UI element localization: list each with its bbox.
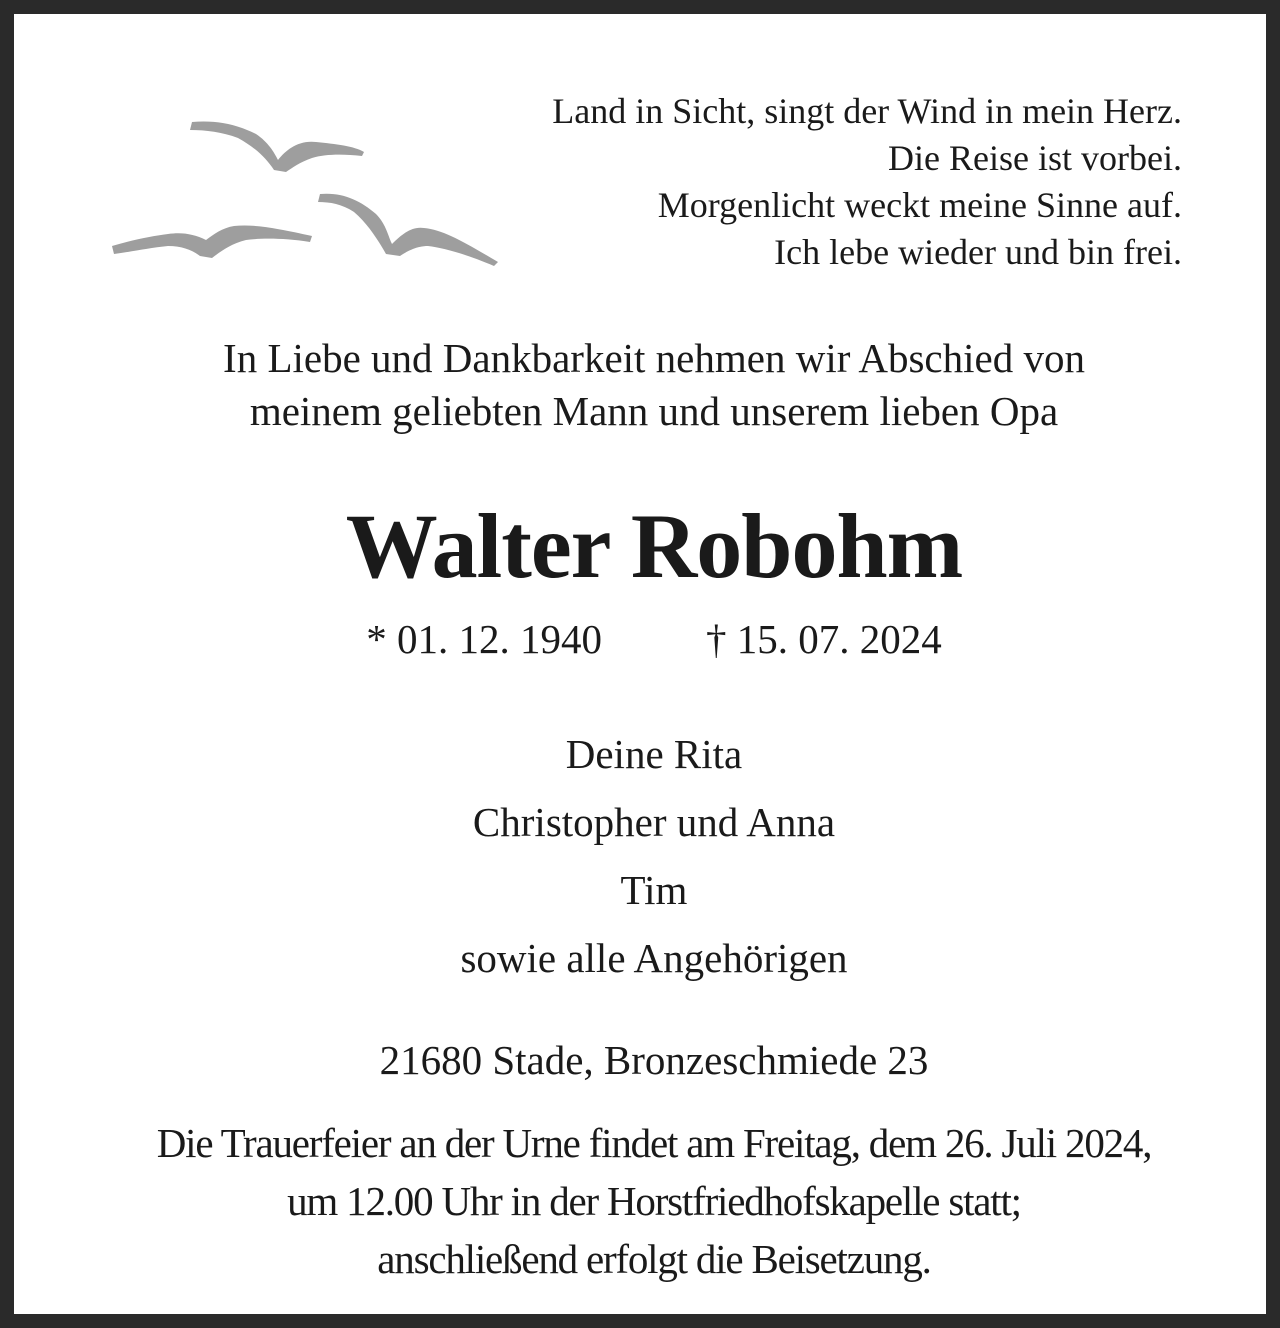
mourners-list bbox=[14, 720, 1280, 992]
service-line: um 12.00 Uhr in der Horstfriedhofskapelle statt; bbox=[287, 1178, 1021, 1224]
service-line: Die Trauerfeier an der Urne findet am Freitag, dem 26. Juli 2024, bbox=[156, 1120, 1152, 1166]
mourner: Deine Rita bbox=[565, 731, 743, 777]
mourner: sowie alle Angehörigen bbox=[460, 935, 848, 981]
farewell-intro bbox=[14, 332, 1280, 438]
mourner: Tim bbox=[620, 867, 688, 913]
intro-line: In Liebe und Dankbarkeit nehmen wir Abschied von bbox=[223, 335, 1085, 381]
death-date: † 15. 07. 2024 bbox=[706, 616, 942, 662]
life-dates bbox=[14, 612, 1280, 666]
address: 21680 Stade, Bronzeschmiede 23 bbox=[379, 1037, 929, 1083]
poem-line: Morgenlicht weckt meine Sinne auf. bbox=[657, 185, 1182, 225]
poem bbox=[422, 88, 1182, 276]
poem-line: Ich lebe wieder und bin frei. bbox=[774, 232, 1182, 272]
mourner: Christopher und Anna bbox=[472, 799, 836, 845]
service-line: anschließend erfolgt die Beisetzung. bbox=[377, 1236, 931, 1282]
poem-line: Land in Sicht, singt der Wind in mein Herz. bbox=[552, 91, 1182, 131]
birth-date: * 01. 12. 1940 bbox=[366, 616, 602, 662]
intro-line: meinem geliebten Mann und unserem lieben Opa bbox=[249, 388, 1059, 434]
poem-line: Die Reise ist vorbei. bbox=[888, 138, 1182, 178]
service-info bbox=[14, 1114, 1280, 1288]
deceased-name: Walter Robohm bbox=[345, 495, 963, 597]
